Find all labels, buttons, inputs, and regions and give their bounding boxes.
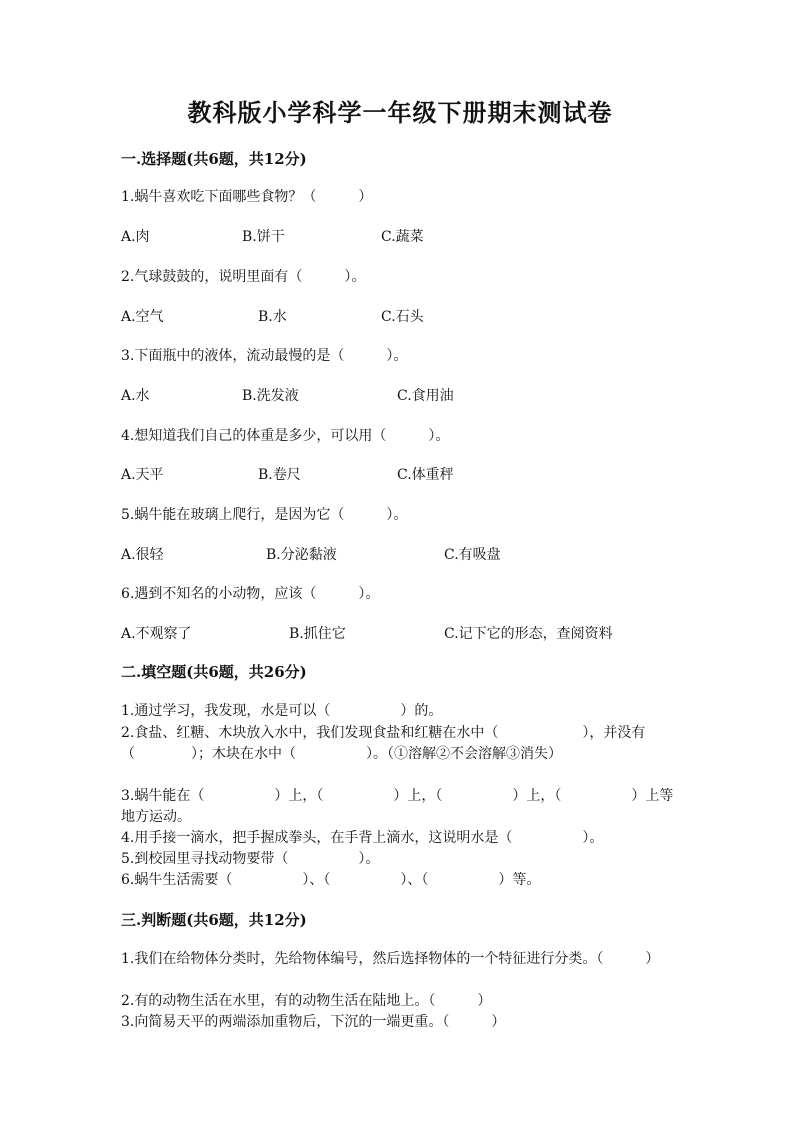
- question-5-option-c: C.有吸盘: [444, 547, 501, 563]
- question-3-option-c: C.食用油: [397, 388, 454, 404]
- question-4-option-c: C.体重秤: [397, 467, 454, 483]
- fill-blank-item-3: 3.蜗牛能在（ ）上，（ ）上，（ ）上，（ ）上等地方运动。: [121, 788, 674, 825]
- fill-blank-item-4: 4.用手接一滴水，把手握成拳头，在手背上滴水，这说明水是（ ）。: [121, 830, 604, 846]
- question-4-option-b: B.卷尺: [258, 467, 301, 483]
- question-6-option-c: C.记下它的形态，查阅资料: [444, 626, 613, 642]
- fill-blank-item-6: 6.蜗牛生活需要（ ）、（ ）、（ ）等。: [121, 872, 541, 888]
- page-title: 教科版小学科学一年级下册期末测试卷: [187, 98, 613, 127]
- question-1-option-c: C.蔬菜: [381, 229, 424, 245]
- question-4-stem: 4.想知道我们自己的体重是多少，可以用（ ）。: [121, 428, 450, 444]
- question-1-stem: 1.蜗牛喜欢吃下面哪些食物？（ ）: [121, 189, 373, 205]
- section-heading-fill-blank: 二.填空题(共6题，共26分): [121, 663, 307, 681]
- question-2-stem: 2.气球鼓鼓的，说明里面有（ ）。: [121, 269, 366, 285]
- fill-blank-item-5: 5.到校园里寻找动物要带（ ）。: [121, 851, 380, 867]
- question-5-option-b: B.分泌黏液: [266, 547, 337, 563]
- question-1-option-b: B.饼干: [242, 229, 285, 245]
- question-2-option-c: C.石头: [381, 309, 424, 325]
- question-5-stem: 5.蜗牛能在玻璃上爬行，是因为它（ ）。: [121, 507, 408, 523]
- question-6-option-a: A.不观察了: [121, 626, 192, 642]
- true-false-item-2: 2.有的动物生活在水里，有的动物生活在陆地上。（ ）: [121, 993, 492, 1009]
- true-false-item-1: 1.我们在给物体分类时，先给物体编号，然后选择物体的一个特征进行分类。（ ）: [121, 951, 660, 967]
- question-4-option-a: A.天平: [121, 467, 164, 483]
- true-false-item-3: 3.向简易天平的两端添加重物后，下沉的一端更重。（ ）: [121, 1014, 506, 1030]
- fill-blank-item-2: 2.食盐、红糖、木块放入水中，我们发现食盐和红糖在水中（ ），并没有（ ）；木块在水中（ ）。（①溶解②不会溶解③消失）: [121, 725, 646, 762]
- fill-blank-item-1: 1.通过学习，我发现，水是可以（ ）的。: [121, 703, 443, 719]
- question-1-option-a: A.肉: [121, 229, 150, 245]
- section-heading-choice: 一.选择题(共6题，共12分): [121, 150, 307, 168]
- question-5-option-a: A.很轻: [121, 547, 164, 563]
- question-2-option-a: A.空气: [121, 309, 164, 325]
- section-heading-true-false: 三.判断题(共6题，共12分): [121, 911, 307, 929]
- question-2-option-b: B.水: [258, 309, 287, 325]
- question-3-stem: 3.下面瓶中的液体，流动最慢的是（ ）。: [121, 348, 408, 364]
- question-3-option-b: B.洗发液: [242, 388, 299, 404]
- question-6-stem: 6.遇到不知名的小动物，应该（ ）。: [121, 586, 380, 602]
- question-3-option-a: A.水: [121, 388, 150, 404]
- question-6-option-b: B.抓住它: [289, 626, 346, 642]
